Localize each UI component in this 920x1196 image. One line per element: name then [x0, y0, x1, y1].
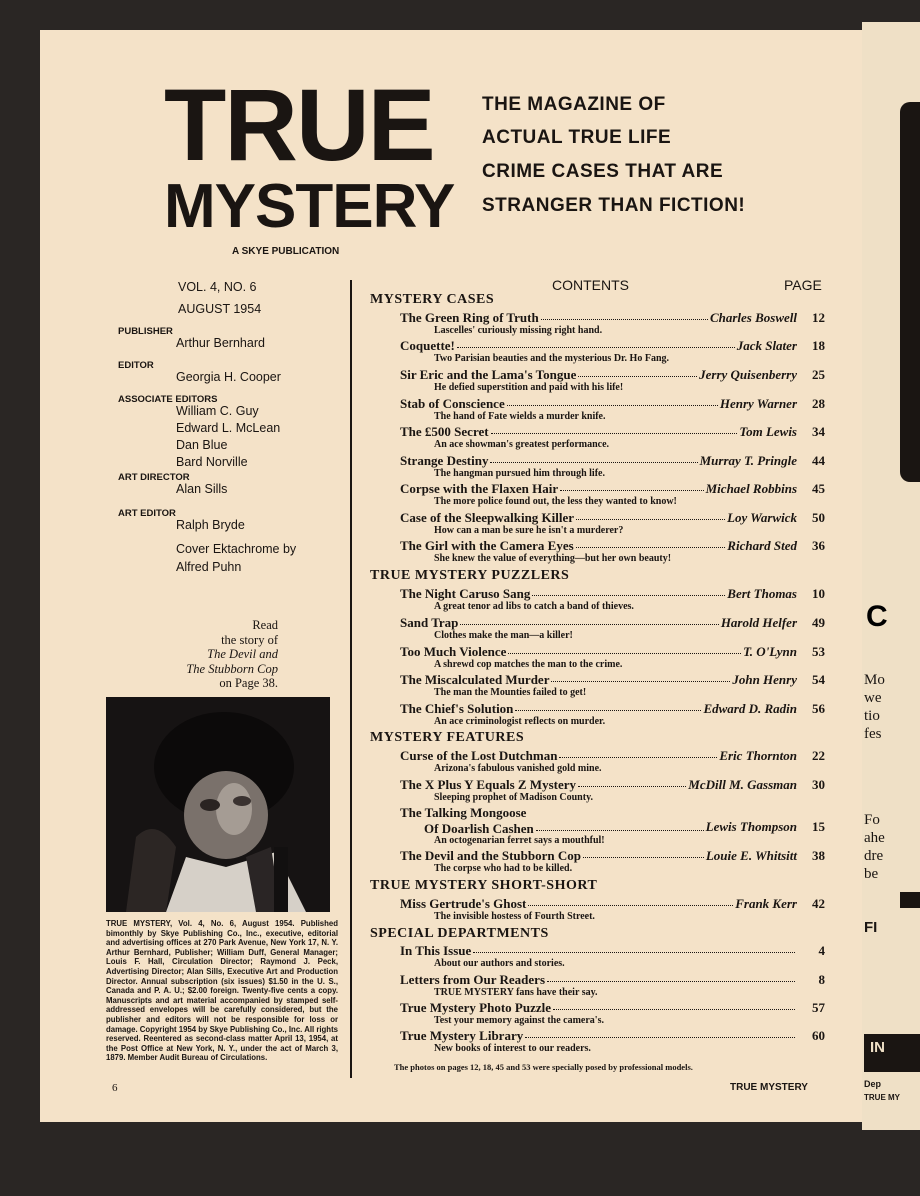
entry-page: 30	[812, 777, 825, 792]
entry-page: 44	[812, 453, 825, 468]
dot-leader	[578, 786, 686, 787]
entry-author: Richard Sted	[727, 538, 797, 553]
toc-entry[interactable]	[400, 1028, 825, 1044]
issue-date: AUGUST 1954	[178, 302, 262, 316]
toc-entry[interactable]	[400, 644, 825, 660]
facing-fragment-4: fes	[864, 726, 882, 742]
entry-page: 38	[812, 848, 825, 863]
magazine-page	[40, 30, 862, 1122]
name-art-editor: Ralph Bryde	[176, 518, 245, 532]
entry-page: 34	[812, 424, 825, 439]
entry-description: He defied superstition and paid with his life!	[434, 382, 624, 393]
entry-page: 49	[812, 615, 825, 630]
entry-description: An ace criminologist reflects on murder.	[434, 716, 606, 727]
toc-entry[interactable]	[400, 943, 825, 959]
tagline-line-1: THE MAGAZINE OF	[482, 94, 666, 115]
entry-page: 10	[812, 586, 825, 601]
facing-bottom-1: FI	[864, 919, 878, 936]
facing-bottom-2: IN	[870, 1039, 885, 1056]
dot-leader	[576, 547, 725, 548]
entry-title: The Miscalculated Murder	[400, 672, 550, 687]
entry-description: New books of interest to our readers.	[434, 1043, 591, 1054]
dot-leader	[536, 830, 704, 831]
toc-entry[interactable]	[400, 424, 825, 440]
entry-page: 45	[812, 481, 825, 496]
entry-title: The Night Caruso Sang	[400, 586, 531, 601]
entry-title: Miss Gertrude's Ghost	[400, 896, 527, 911]
entry-description: About our authors and stories.	[434, 958, 565, 969]
entry-page: 28	[812, 396, 825, 411]
entry-description: Two Parisian beauties and the mysterious Dr. Ho Fang.	[434, 353, 670, 364]
entry-author: Jack Slater	[736, 338, 797, 353]
name-associate-4: Bard Norville	[176, 455, 248, 469]
entry-author: Jerry Quisenberry	[699, 367, 797, 382]
entry-page: 4	[818, 943, 825, 958]
dot-leader	[528, 905, 733, 906]
facing-dark-shape	[900, 102, 920, 482]
publisher-line: A SKYE PUBLICATION	[232, 246, 340, 257]
entry-description: The invisible hostess of Fourth Street.	[434, 911, 595, 922]
entry-description: Clothes make the man—a killer!	[434, 630, 573, 641]
name-publisher: Arthur Bernhard	[176, 336, 265, 350]
entry-title: Strange Destiny	[400, 453, 489, 468]
toc-entry[interactable]	[400, 481, 825, 497]
name-art-director: Alan Sills	[176, 482, 228, 496]
toc-entry[interactable]	[400, 777, 825, 793]
dot-leader	[525, 1037, 795, 1038]
dot-leader	[473, 952, 795, 953]
entry-author: Edward D. Radin	[703, 701, 797, 716]
page-label: PAGE	[784, 277, 822, 293]
toc-entry[interactable]	[400, 972, 825, 988]
dot-leader	[457, 347, 735, 348]
entry-title: The X Plus Y Equals Z Mystery	[400, 777, 576, 792]
colophon-text: TRUE MYSTERY, Vol. 4, No. 6, August 1954. Published bimonthly by Skye Publishing Co., Inc., executive, editorial and advertising offices at 270 Park Avenue, New York 17, N. Y. Arthur Bernhard, Publisher; William Duff, General Manager; Louis F. Hall, Circulation Director; Raymond J. Peck, Advertising Director; Alan Sills, Executive Art and Production Director. Annual subscription (six issues) $1.50 in the U. S., Canada and P. A. U.; $2.00 foreign. Twenty-five cents a copy. Manuscripts and art material accompanied by stamped self-addressed envelopes will be carefully considered, but the publisher and editors will not be responsible for loss or damage. Copyright 1954 by Skye Publishing Co., Inc. All rights reserved. Reentered as second-class matter April 13, 1954, at the Post Office at New York, N. Y., under the act of March 3, 1879. Member Audit Bureau of Circulations.	[106, 919, 338, 1063]
facing-black-bar	[900, 892, 920, 908]
toc-entry[interactable]	[400, 701, 825, 717]
facing-fragment-6: ahe	[864, 830, 885, 846]
facing-fragment-1: Mo	[864, 672, 885, 688]
entry-author: Henry Warner	[719, 396, 797, 411]
section-heading: MYSTERY FEATURES	[370, 730, 525, 745]
promo-line-5: on Page 38.	[219, 676, 278, 690]
entry-title: Too Much Violence	[400, 644, 507, 659]
entry-page: 42	[812, 896, 825, 911]
dot-leader	[460, 624, 719, 625]
entry-description: Test your memory against the camera's.	[434, 1015, 604, 1026]
toc-entry[interactable]	[400, 805, 825, 837]
entry-description: Sleeping prophet of Madison County.	[434, 792, 594, 803]
promo-line-3: The Devil and	[207, 647, 278, 661]
toc-entry[interactable]	[400, 615, 825, 631]
entry-description: An ace showman's greatest performance.	[434, 439, 610, 450]
promo-line-2: the story of	[221, 632, 278, 647]
dot-leader	[560, 490, 704, 491]
facing-fragment-8: be	[864, 866, 879, 882]
entry-description: The hand of Fate wields a murder knife.	[434, 411, 606, 422]
cover-photo	[106, 697, 330, 912]
entry-title: Case of the Sleepwalking Killer	[400, 510, 575, 525]
entry-author: Harold Helfer	[720, 615, 797, 630]
footer-page-number: 6	[112, 1082, 118, 1094]
entry-description: Arizona's fabulous vanished gold mine.	[434, 763, 602, 774]
dot-leader	[515, 710, 701, 711]
dot-leader	[576, 519, 725, 520]
facing-bottom-3: Dep	[864, 1079, 882, 1089]
entry-page: 57	[812, 1000, 825, 1015]
entry-author: Charles Boswell	[709, 310, 797, 325]
entry-author: McDill M. Gassman	[688, 777, 797, 792]
toc-entry[interactable]	[400, 538, 825, 554]
entry-title: True Mystery Library	[400, 1028, 524, 1043]
dot-leader	[547, 981, 795, 982]
dot-leader	[532, 595, 725, 596]
entry-page: 50	[812, 510, 825, 525]
entry-title: The Devil and the Stubborn Cop	[400, 848, 581, 863]
title-true: TRUE	[164, 68, 434, 182]
entry-title: Sir Eric and the Lama's Tongue	[400, 367, 577, 382]
contents-label: CONTENTS	[552, 277, 629, 293]
entry-description: The hangman pursued him through life.	[434, 468, 605, 479]
toc-entry[interactable]	[400, 896, 825, 912]
tagline-line-2: ACTUAL TRUE LIFE	[482, 127, 672, 148]
promo-line-4: The Stubborn Cop	[186, 661, 278, 676]
entry-description: A shrewd cop matches the man to the crime.	[434, 659, 623, 670]
footer-running-title: TRUE MYSTERY	[730, 1082, 808, 1093]
facing-bottom-4: TRUE MY	[864, 1093, 900, 1102]
entry-page: 25	[812, 367, 825, 382]
entry-author: Louie E. Whitsitt	[705, 848, 797, 863]
entry-description: She knew the value of everything—but her own beauty!	[434, 553, 672, 564]
entry-description: The man the Mounties failed to get!	[434, 687, 587, 698]
tagline-line-4: STRANGER THAN FICTION!	[482, 195, 746, 216]
entry-title: Corpse with the Flaxen Hair	[400, 481, 559, 496]
facing-page	[862, 22, 920, 1130]
entry-page: 60	[812, 1028, 825, 1043]
entry-title-line-2: Of Doarlish Cashen	[424, 821, 534, 836]
entry-description: An octogenarian ferret says a mouthful!	[434, 835, 605, 846]
entry-author: Loy Warwick	[727, 510, 797, 525]
entry-author: John Henry	[732, 672, 797, 687]
entry-title: The £500 Secret	[400, 424, 489, 439]
promo-line-1: Read	[252, 618, 278, 632]
entry-title: The Talking Mongoose	[400, 805, 527, 820]
section-heading: TRUE MYSTERY SHORT-SHORT	[370, 878, 598, 893]
column-divider	[350, 280, 352, 1078]
dot-leader	[491, 433, 737, 434]
name-associate-1: William C. Guy	[176, 404, 259, 418]
entry-title: Coquette!	[400, 338, 455, 353]
entry-title: Stab of Conscience	[400, 396, 505, 411]
entry-page: 54	[812, 672, 825, 687]
entry-title: True Mystery Photo Puzzle	[400, 1000, 552, 1015]
entry-title: Sand Trap	[400, 615, 459, 630]
entry-page: 12	[812, 310, 825, 325]
dot-leader	[553, 1009, 795, 1010]
role-publisher: PUBLISHER	[118, 326, 173, 337]
entry-description: A great tenor ad libs to catch a band of thieves.	[434, 601, 634, 612]
entry-page: 8	[818, 972, 825, 987]
role-art-editor: ART EDITOR	[118, 508, 176, 519]
dot-leader	[578, 376, 697, 377]
section-heading: SPECIAL DEPARTMENTS	[370, 926, 549, 941]
entry-author: Frank Kerr	[735, 896, 797, 911]
toc-entry[interactable]	[400, 453, 825, 469]
toc-entry[interactable]	[400, 586, 825, 602]
entry-page: 18	[812, 338, 825, 353]
entry-title: The Girl with the Camera Eyes	[400, 538, 574, 553]
facing-fragment-5: Fo	[864, 812, 880, 828]
dot-leader	[508, 653, 741, 654]
entry-page: 53	[812, 644, 825, 659]
entry-title: Letters from Our Readers	[400, 972, 546, 987]
role-associate-editors: ASSOCIATE EDITORS	[118, 394, 218, 405]
cover-credit-line-2: Alfred Puhn	[176, 560, 242, 574]
entry-page: 15	[812, 819, 825, 834]
toc-entry[interactable]	[400, 748, 825, 764]
toc-entry[interactable]	[400, 672, 825, 688]
entry-author: Eric Thornton	[719, 748, 797, 763]
toc-entry[interactable]	[400, 338, 825, 354]
entry-description: Lascelles' curiously missing right hand.	[434, 325, 603, 336]
entry-author: Bert Thomas	[727, 586, 797, 601]
facing-fragment-2: we	[864, 690, 882, 706]
cover-credit-line-1: Cover Ektachrome by	[176, 542, 297, 556]
entry-author: Michael Robbins	[705, 481, 797, 496]
entry-description: The corpse who had to be killed.	[434, 863, 573, 874]
dot-leader	[559, 757, 717, 758]
section-heading: MYSTERY CASES	[370, 292, 495, 307]
entry-page: 56	[812, 701, 825, 716]
entry-description: How can a man be sure he isn't a murderer?	[434, 525, 624, 536]
toc-entry[interactable]	[400, 848, 825, 864]
entry-author: Tom Lewis	[739, 424, 797, 439]
role-editor: EDITOR	[118, 360, 154, 371]
photo-figure-graphic	[106, 697, 330, 912]
toc-entry[interactable]	[400, 310, 825, 326]
dot-leader	[541, 319, 708, 320]
entry-page: 36	[812, 538, 825, 553]
photo-footnote: The photos on pages 12, 18, 45 and 53 were specially posed by professional models.	[394, 1062, 693, 1072]
dot-leader	[583, 857, 704, 858]
section-heading: TRUE MYSTERY PUZZLERS	[370, 568, 570, 583]
entry-author: Murray T. Pringle	[699, 453, 797, 468]
name-associate-2: Edward L. McLean	[176, 421, 281, 435]
entry-title: In This Issue	[400, 943, 472, 958]
entry-author: Lewis Thompson	[705, 819, 797, 834]
name-associate-3: Dan Blue	[176, 438, 228, 452]
toc-entry[interactable]	[400, 510, 825, 526]
entry-page: 22	[812, 748, 825, 763]
entry-title: Curse of the Lost Dutchman	[400, 748, 558, 763]
tagline-line-3: CRIME CASES THAT ARE	[482, 161, 724, 182]
dot-leader	[551, 681, 730, 682]
entry-description: TRUE MYSTERY fans have their say.	[434, 987, 598, 998]
toc-entry[interactable]	[400, 367, 825, 383]
entry-description: The more police found out, the less they wanted to know!	[434, 496, 677, 507]
entry-title: The Chief's Solution	[400, 701, 514, 716]
toc-entry[interactable]	[400, 1000, 825, 1016]
promo-blurb	[150, 618, 278, 691]
title-mystery: MYSTERY	[164, 172, 455, 241]
entry-author: T. O'Lynn	[743, 644, 797, 659]
dot-leader	[490, 462, 698, 463]
facing-big-letter: C	[866, 600, 888, 633]
toc-entry[interactable]	[400, 396, 825, 412]
entry-title: The Green Ring of Truth	[400, 310, 539, 325]
name-editor: Georgia H. Cooper	[176, 370, 281, 384]
role-art-director: ART DIRECTOR	[118, 472, 190, 483]
volume-number: VOL. 4, NO. 6	[178, 280, 257, 294]
facing-fragment-7: dre	[864, 848, 884, 864]
dot-leader	[507, 405, 718, 406]
facing-fragment-3: tio	[864, 708, 880, 724]
